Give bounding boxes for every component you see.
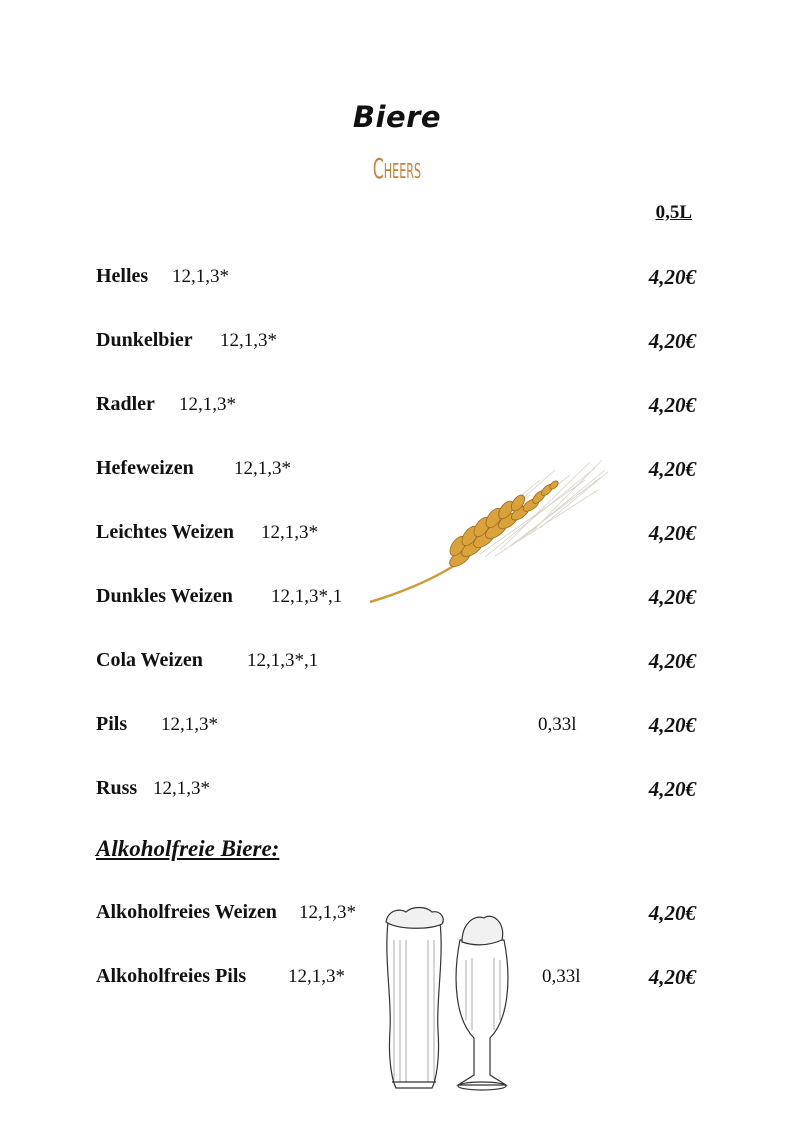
item-allergens: 12,1,3*: [220, 330, 277, 351]
item-price: 4,20€: [648, 265, 696, 289]
column-header-volume: 0,5L: [655, 202, 692, 223]
item-allergens: 12,1,3*: [288, 966, 345, 987]
item-price: 4,20€: [648, 965, 696, 989]
item-allergens: 12,1,3*: [179, 394, 236, 415]
item-name: Hefeweizen: [96, 457, 194, 479]
item-name: Alkoholfreies Pils: [96, 965, 247, 987]
item-price: 4,20€: [648, 329, 696, 353]
item-size: 0,33l: [542, 966, 581, 987]
item-name: Radler: [96, 393, 155, 415]
item-allergens: 12,1,3*,1: [247, 650, 319, 671]
item-allergens: 12,1,3*: [161, 714, 218, 735]
page-title: Biere: [352, 100, 442, 134]
menu-item: [96, 649, 696, 679]
item-price: 4,20€: [648, 649, 696, 673]
item-allergens: 12,1,3*: [172, 266, 229, 287]
item-name: Helles: [96, 265, 149, 287]
item-allergens: 12,1,3*: [234, 458, 291, 479]
beer-glasses-illustration: [370, 900, 530, 1100]
item-allergens: 12,1,3*: [299, 902, 356, 923]
item-allergens: 12,1,3*,1: [271, 586, 343, 607]
item-name: Dunkles Weizen: [96, 585, 233, 607]
item-name: Cola Weizen: [96, 649, 203, 671]
page-subtitle: Cheers: [372, 152, 422, 185]
item-price: 4,20€: [648, 457, 696, 481]
item-price: 4,20€: [648, 777, 696, 801]
menu-item: [96, 265, 696, 295]
menu-item: [96, 713, 696, 743]
item-name: Pils: [96, 713, 128, 735]
menu-item: [96, 777, 696, 807]
wheat-ear-illustration: [360, 450, 610, 610]
item-allergens: 12,1,3*: [153, 778, 210, 799]
item-name: Alkoholfreies Weizen: [96, 901, 277, 923]
section-title-nonalcoholic: Alkoholfreie Biere:: [96, 836, 280, 861]
item-allergens: 12,1,3*: [261, 522, 318, 543]
item-name: Russ: [96, 777, 138, 799]
menu-item: [96, 329, 696, 359]
item-size: 0,33l: [538, 714, 577, 735]
item-name: Dunkelbier: [96, 329, 193, 351]
item-price: 4,20€: [648, 713, 696, 737]
menu-item: [96, 393, 696, 423]
item-price: 4,20€: [648, 521, 696, 545]
item-name: Leichtes Weizen: [96, 521, 234, 543]
item-price: 4,20€: [648, 901, 696, 925]
item-price: 4,20€: [648, 393, 696, 417]
item-price: 4,20€: [648, 585, 696, 609]
